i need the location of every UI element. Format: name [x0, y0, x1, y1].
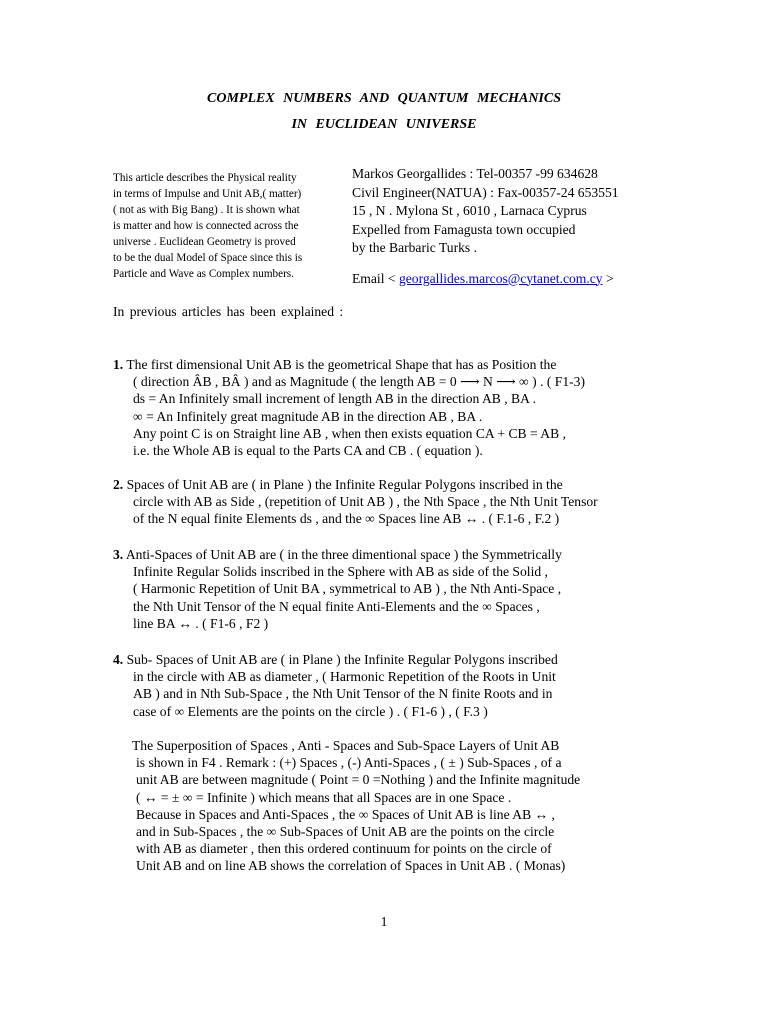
abstract-line: ( not as with Big Bang) . It is shown what: [113, 204, 300, 216]
item-line: ( Harmonic Repetition of Unit BA , symmetrical to AB ) , the Nth Anti-Space ,: [133, 581, 562, 597]
paragraph-line: ( ↔ = ± ∞ = Infinite ) which means that all Spaces are in one Space .: [136, 789, 512, 805]
paragraph-line: is shown in F4 . Remark : (+) Spaces , (-) Anti-Spaces , ( ± ) Sub-Spaces , of a: [136, 755, 562, 771]
item-number: 4.: [113, 652, 124, 667]
email-line: [352, 270, 652, 289]
author-block: [352, 165, 652, 288]
paragraph-line: and in Sub-Spaces , the ∞ Sub-Spaces of Unit AB are the points on the circle: [136, 824, 555, 840]
list-item: [113, 476, 653, 528]
item-line: case of ∞ Elements are the points on the circle ) . ( F1-6 ) , ( F.3 ): [133, 703, 488, 719]
list-item: [113, 651, 653, 720]
item-line: ds = An Infinitely small increment of length AB in the direction AB , BA .: [133, 391, 536, 407]
email-link[interactable]: georgallides.marcos@cytanet.com.cy: [398, 270, 603, 286]
paragraph-line: Because in Spaces and Anti-Spaces , the ∞ Spaces of Unit AB is line AB ↔ ,: [136, 806, 555, 822]
list-item: [113, 546, 653, 632]
item-line: Sub- Spaces of Unit AB are ( in Plane ) the Infinite Regular Polygons inscribed: [126, 652, 558, 667]
page-number: 1: [380, 914, 388, 929]
abstract-line: is matter and how is connected across the: [113, 220, 299, 232]
abstract-line: to be the dual Model of Space since this is: [113, 252, 303, 264]
title-line-2: IN EUCLIDEAN UNIVERSE: [291, 117, 477, 132]
item-number: 1.: [113, 357, 124, 372]
author-line: 15 , N . Mylona St , 6010 , Larnaca Cyprus: [352, 203, 587, 218]
item-number: 2.: [113, 477, 124, 492]
author-line: by the Barbaric Turks .: [352, 240, 477, 255]
item-number: 3.: [113, 547, 124, 562]
abstract-line: Particle and Wave as Complex numbers.: [113, 268, 294, 280]
abstract-line: This article describes the Physical reality: [113, 172, 297, 184]
item-line: in the circle with AB as diameter , ( Harmonic Repetition of the Roots in Unit: [133, 669, 556, 685]
body-paragraph: [132, 737, 652, 875]
paragraph-line: unit AB are between magnitude ( Point = 0 =Nothing ) and the Infinite magnitude: [136, 772, 581, 788]
item-line: Anti-Spaces of Unit AB are ( in the three dimentional space ) the Symmetrically: [125, 547, 562, 562]
item-line: ∞ = An Infinitely great magnitude AB in the direction AB , BA .: [133, 408, 483, 424]
intro-text: In previous articles has been explained :: [113, 304, 344, 319]
item-line: i.e. the Whole AB is equal to the Parts CA and CB . ( equation ).: [133, 443, 483, 459]
item-line: circle with AB as Side , (repetition of Unit AB ) , the Nth Space , the Nth Unit Tensor: [133, 494, 598, 510]
list-item: [113, 356, 653, 459]
item-line: line BA ↔ . ( F1-6 , F2 ): [133, 615, 269, 631]
abstract-line: universe . Euclidean Geometry is proved: [113, 236, 296, 248]
author-line: Expelled from Famagusta town occupied: [352, 221, 576, 237]
abstract-line: in terms of Impulse and Unit AB,( matter): [113, 188, 302, 200]
paragraph-line: with AB as diameter , then this ordered continuum for points on the circle of: [136, 841, 552, 857]
email-prefix: Email <: [352, 270, 399, 286]
item-line: of the N equal finite Elements ds , and the ∞ Spaces line AB ↔ . ( F.1-6 , F.2 ): [133, 511, 560, 527]
item-line: The first dimensional Unit AB is the geometrical Shape that has as Position the: [126, 357, 557, 372]
email-suffix: >: [602, 270, 614, 286]
item-line: Infinite Regular Solids inscribed in the Sphere with AB as side of the Solid ,: [133, 564, 548, 580]
abstract-block: [113, 170, 335, 282]
title-line-1: COMPLEX NUMBERS AND QUANTUM MECHANICS: [207, 91, 561, 106]
item-line: Spaces of Unit AB are ( in Plane ) the Infinite Regular Polygons inscribed in the: [126, 477, 563, 492]
item-line: ( direction ÂB , BÂ ) and as Magnitude ( the length AB = 0 ⟶ N ⟶ ∞ ) . ( F1-3): [133, 374, 585, 390]
author-line: Civil Engineer(NATUA) : Fax-00357-24 653551: [352, 184, 619, 200]
paragraph-line: The Superposition of Spaces , Anti - Spaces and Sub-Space Layers of Unit AB: [132, 738, 560, 753]
author-line: Markos Georgallides : Tel-00357 -99 634628: [352, 166, 598, 181]
item-line: the Nth Unit Tensor of the N equal finite Anti-Elements and the ∞ Spaces ,: [133, 598, 540, 614]
item-line: Any point C is on Straight line AB , when then exists equation CA + CB = AB ,: [133, 425, 566, 441]
paragraph-line: Unit AB and on line AB shows the correlation of Spaces in Unit AB . ( Monas): [136, 858, 566, 874]
item-line: AB ) and in Nth Sub-Space , the Nth Unit Tensor of the N finite Roots and in: [133, 686, 553, 702]
